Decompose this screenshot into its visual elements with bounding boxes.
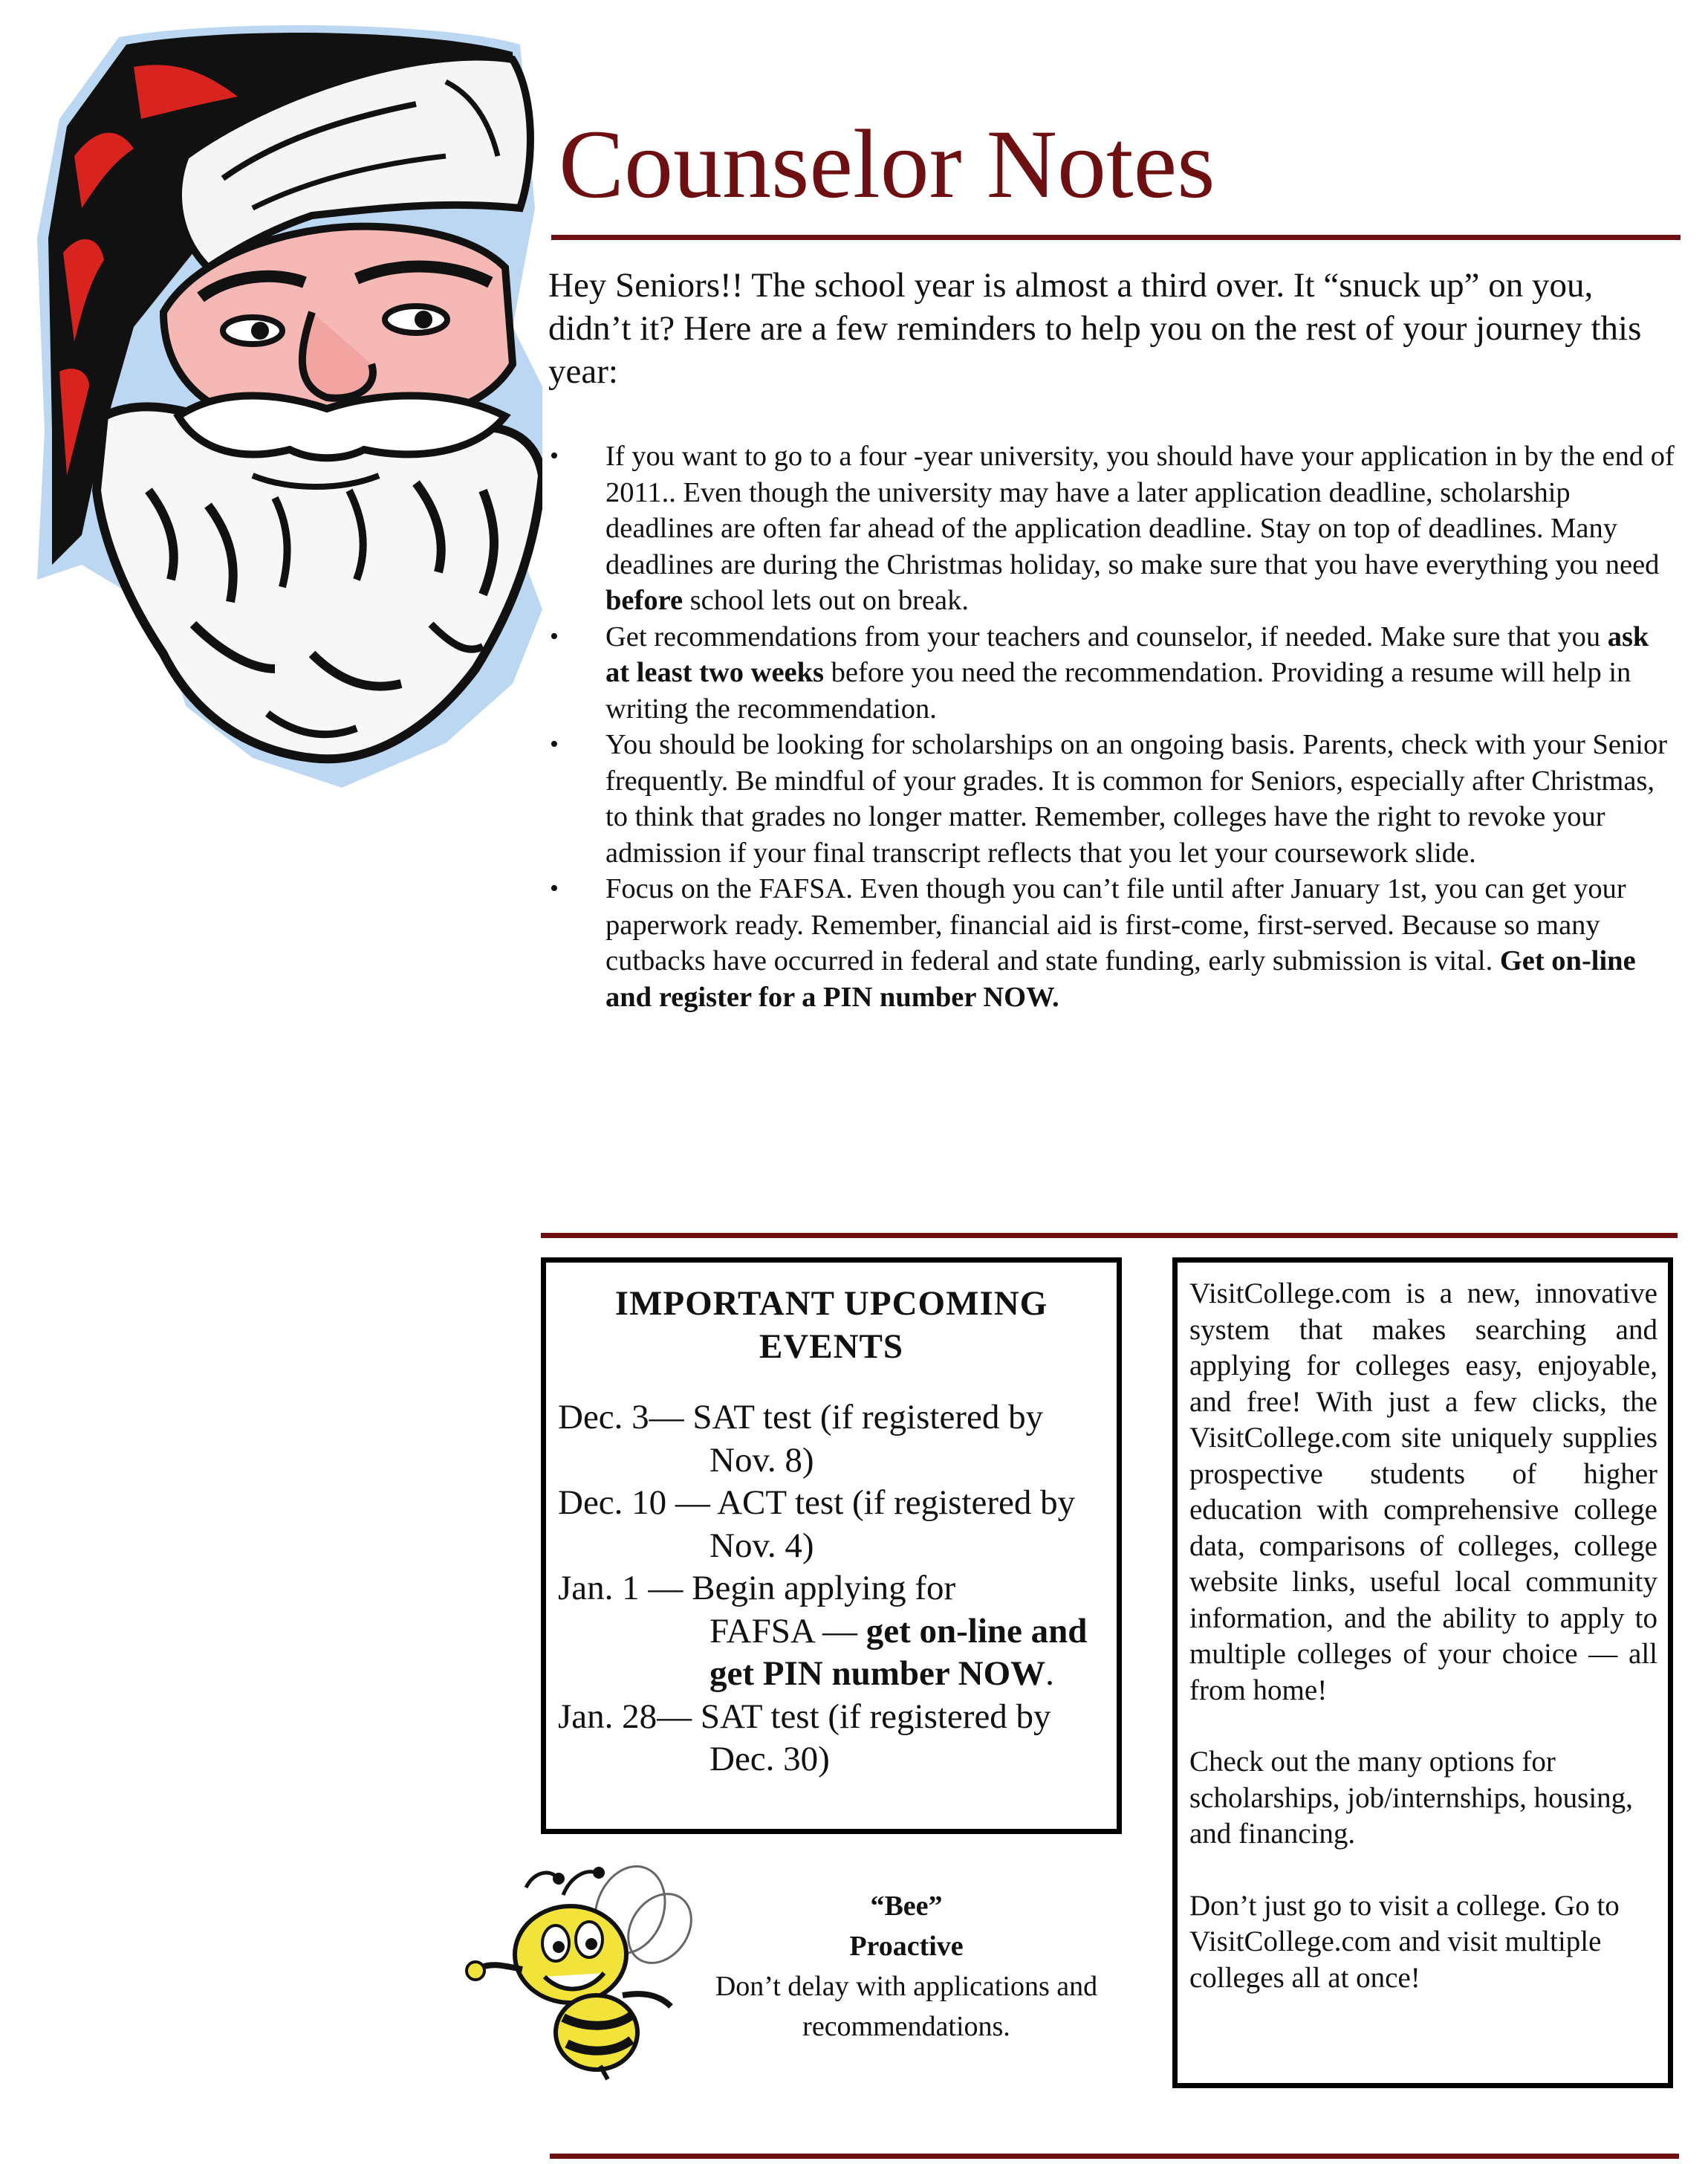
bee-caption-subtitle: Proactive [849, 1931, 964, 1962]
title-divider [551, 235, 1681, 240]
visitcollege-box [1172, 1257, 1673, 2088]
section-divider [541, 1233, 1678, 1238]
bee-illustration [459, 1858, 704, 2081]
bullet-icon: • [550, 875, 559, 902]
visitcollege-options: Check out the many options for scholarships, job/internships, housing, and financing. [1189, 1746, 1633, 1850]
bee-caption [713, 1886, 1100, 2047]
events-list [558, 1396, 1123, 1781]
bee-caption-text: Don’t delay with applications and recommendations. [715, 1971, 1098, 2042]
santa-illustration [30, 15, 542, 788]
visitcollege-intro: VisitCollege.com is a new, innovative system that makes searching and applying for colleges easy, enjoyable, and free! With just a few clicks, the VisitCollege.com site uniquely supplies prospective students of higher education with comprehensive college data, comparisons of colleges, college website links, useful local community information, and the ability to apply to multiple colleges of your choice — all from home! [1189, 1277, 1657, 1706]
reminder-list [550, 438, 1679, 1015]
events-box [541, 1257, 1122, 1834]
footer-divider [550, 2154, 1679, 2159]
event-item: Dec. 10 — ACT test (if registered by Nov. 4) [558, 1483, 1076, 1565]
bullet-icon: • [550, 730, 559, 758]
event-item: Jan. 1 — Begin applying for FAFSA — get on-line and get PIN number NOW. [558, 1569, 1088, 1693]
bullet-icon: • [550, 622, 559, 650]
bee-caption-title: “Bee” [870, 1891, 943, 1922]
visitcollege-cta: Don’t just go to visit a college. Go to VisitCollege.com and visit multiple colleges all at once! [1189, 1889, 1620, 1994]
list-item: • You should be looking for scholarships on an ongoing basis. Parents, check with your Senior frequently. Be mindful of your grades. It is common for Seniors, especially after Christmas, to think that grades no longer matter. Remember, colleges have the right to revoke your admission if your final transcript reflects that you let your coursework slide. [550, 727, 1679, 871]
intro-paragraph: Hey Seniors!! The school year is almost a third over. It “snuck up” on you, didn’t it? Here are a few reminders to help you on the rest of your journey this year: [548, 266, 1642, 391]
event-item: Dec. 3— SAT test (if registered by Nov. 8) [558, 1398, 1044, 1480]
list-item: • Focus on the FAFSA. Even though you can’t file until after January 1st, you can get your paperwork ready. Remember, financial aid is first-come, first-served. Because so many cutbacks have occurred in federal and state funding, early submission is vital. Get on-line and register for a PIN number NOW. [550, 871, 1679, 1015]
list-item: • If you want to go to a four -year university, you should have your application in by the end of 2011.. Even though the university may have a later application deadline, scholarship deadlines are often far ahead of the application deadline. Stay on top of deadlines. Many deadlines are during the Christmas holiday, so make sure that you have everything you need before school lets out on break. [550, 438, 1679, 619]
events-title: IMPORTANT UPCOMING EVENTS [614, 1284, 1048, 1366]
event-item: Jan. 28— SAT test (if registered by Dec. 30) [558, 1697, 1051, 1778]
bullet-icon: • [550, 442, 559, 470]
list-item: • Get recommendations from your teachers and counselor, if needed. Make sure that you ask at least two weeks before you need the recommendation. Providing a resume will help in writing the recommendation. [550, 619, 1679, 728]
page-title: Counselor Notes [559, 109, 1215, 218]
